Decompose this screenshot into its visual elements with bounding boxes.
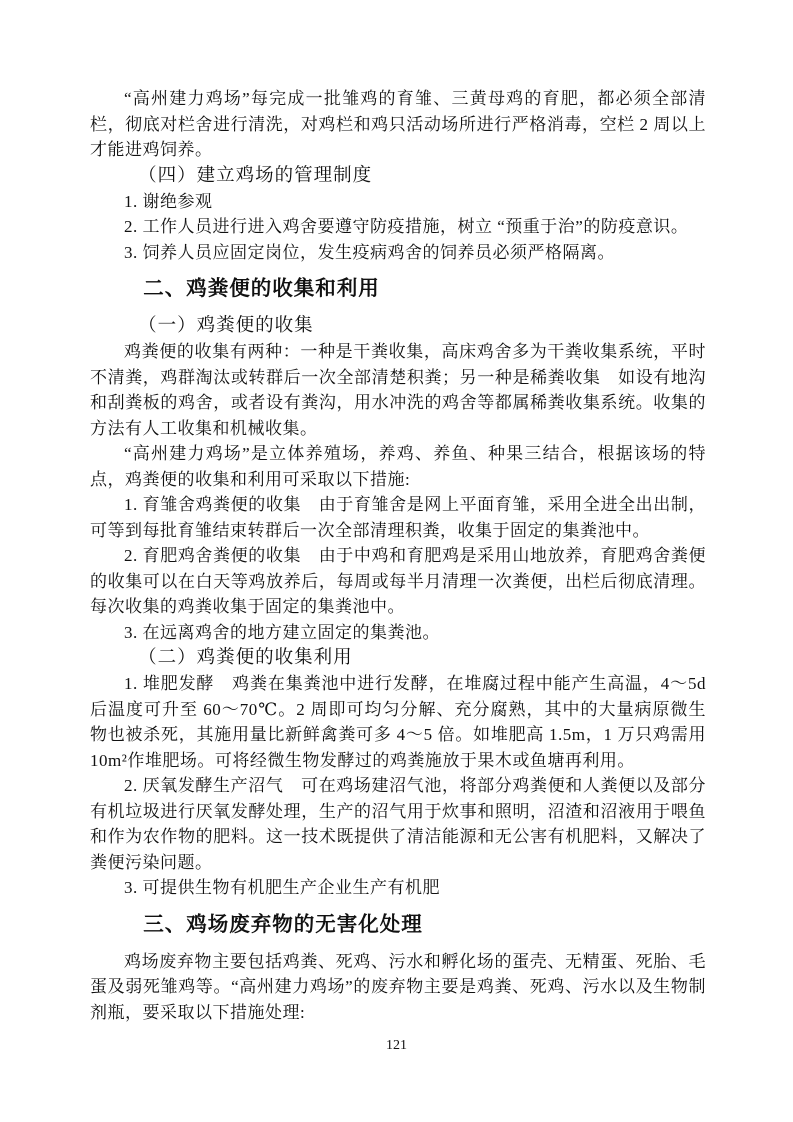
section-heading: 三、鸡场废弃物的无害化处理	[143, 912, 423, 936]
paragraph: “高州建力鸡场”每完成一批雏鸡的育雏、三黄母鸡的育肥，都必须全部清栏，彻底对栏舍进行清洗，对鸡栏和鸡只活动场所进行严格消毒，空栏 2 周以上才能进鸡饲养。	[90, 89, 706, 159]
subsection-heading: （一）鸡粪便的收集	[138, 316, 314, 336]
list-item: 3. 饲养人员应固定岗位，发生疫病鸡舍的饲养员必须严格隔离。	[124, 242, 615, 262]
document-body	[90, 86, 706, 1025]
list-item: 2. 工作人员进行进入鸡舍要遵守防疫措施，树立 “预重于治”的防疫意识。	[124, 217, 689, 236]
paragraph: “高州建力鸡场”是立体养殖场，养鸡、养鱼、种果三结合，根据该场的特点，鸡粪便的收集和利用可采取以下措施:	[90, 444, 706, 489]
list-item: 3. 在远离鸡舍的地方建立固定的集粪池。	[124, 622, 440, 642]
subsection-heading: （二）鸡粪便的收集利用	[138, 648, 353, 668]
list-item: 1. 堆肥发酵 鸡粪在集粪池中进行发酵，在堆腐过程中能产生高温，4～5d 后温度可升至 60～70℃。2 周即可均匀分解、充分腐熟，其中的大量病原微生物也被杀死，其施用量比新鲜禽粪可多 4～5 倍。如堆肥高 1.5m，1 万只鸡需用 10m²作堆肥场。可将经微生物发酵过的鸡粪施放于果木或鱼塘再利用。	[90, 674, 706, 770]
paragraph: 鸡粪便的收集有两种：一种是干粪收集，高床鸡舍多为干粪收集系统，平时不清粪，鸡群淘汰或转群后一次全部清楚积粪；另一种是稀粪收集 如设有地沟和刮粪板的鸡舍，或者设有粪沟，用水冲洗的鸡舍等都属稀粪收集系统。收集的方法有人工收集和机械收集。	[90, 342, 706, 438]
list-item: 1. 育雏舍鸡粪便的收集 由于育雏舍是网上平面育雏，采用全进全出出制，可等到每批育雏结束转群后一次全部清理积粪，收集于固定的集粪池中。	[90, 495, 706, 540]
list-item: 2. 厌氧发酵生产沼气 可在鸡场建沼气池，将部分鸡粪便和人粪便以及部分有机垃圾进行厌氧发酵处理，生产的沼气用于炊事和照明，沼渣和沼液用于喂鱼和作为农作物的肥料。这一技术既提供了清洁能源和无公害有机肥料，又解决了粪便污染问题。	[90, 776, 706, 872]
subsection-heading: （四）建立鸡场的管理制度	[138, 165, 373, 186]
list-item: 1. 谢绝参观	[124, 191, 213, 211]
paragraph: 鸡场废弃物主要包括鸡粪、死鸡、污水和孵化场的蛋壳、无精蛋、死胎、毛蛋及弱死雏鸡等。“高州建力鸡场”的废弃物主要是鸡粪、死鸡、污水以及生物制剂瓶，要采取以下措施处理:	[90, 951, 706, 1022]
list-item: 3. 可提供生物有机肥生产企业生产有机肥	[124, 878, 440, 897]
section-heading: 二、鸡粪便的收集和利用	[143, 277, 380, 300]
page-number: 121	[386, 1038, 407, 1053]
list-item: 2. 育肥鸡舍粪便的收集 由于中鸡和育肥鸡是采用山地放养，育肥鸡舍粪便的收集可以在白天等鸡放养后，每周或每半月清理一次粪便，出栏后彻底清理。每次收集的鸡粪收集于固定的集粪池中。	[90, 546, 706, 616]
